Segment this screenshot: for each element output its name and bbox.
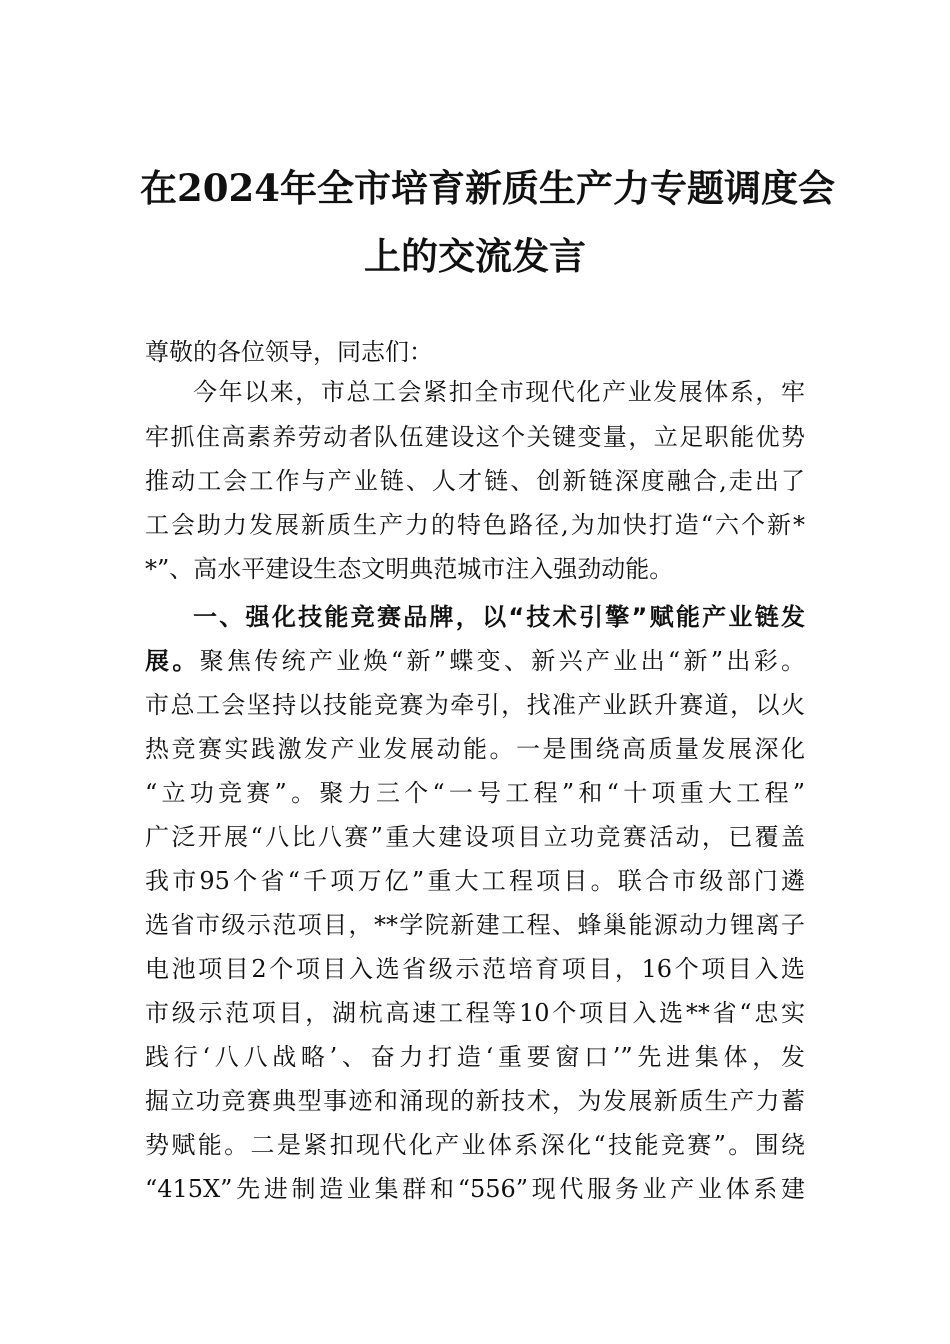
paragraph-1-line: 牢抓住高素养劳动者队伍建设这个关键变量，立足职能优势: [145, 423, 805, 451]
section-1-line: 市级示范项目，湖杭高速工程等10个项目入选**省“忠实: [145, 999, 805, 1027]
section-1-heading: 一、强化技能竞赛品牌，以“技术引擎”赋能产业链发: [193, 603, 805, 631]
section-1-heading-end: 展。: [145, 647, 200, 675]
paragraph-1-line: *”、高水平建设生态文明典范城市注入强劲动能。: [145, 555, 674, 583]
section-1-line: 广泛开展“八比八赛”重大建设项目立功竞赛活动，已覆盖: [145, 823, 805, 851]
salutation: 尊敬的各位领导，同志们：: [145, 338, 433, 366]
section-1-heading-line: [193, 601, 805, 633]
document-title-line-1: 在2024年全市培育新质生产力专题调度会: [140, 166, 835, 210]
paragraph-1-line: 今年以来，市总工会紧扣全市现代化产业发展体系，牢: [193, 378, 805, 406]
section-1-line: 电池项目2个项目入选省级示范培育项目，16个项目入选: [145, 955, 805, 983]
section-1-line-text: 聚焦传统产业焕“新”蝶变、新兴产业出“新”出彩。: [199, 647, 806, 675]
document-title-line-2: 上的交流发言: [364, 234, 586, 278]
section-1-line: 掘立功竞赛典型事迹和涌现的新技术，为发展新质生产力蓄: [145, 1087, 805, 1115]
section-1-line: 选省市级示范项目，**学院新建工程、蜂巢能源动力锂离子: [145, 911, 805, 939]
section-1-line: 我市95个省“千项万亿”重大工程项目。联合市级部门遴: [145, 867, 805, 895]
section-1-line: 热竞赛实践激发产业发展动能。一是围绕高质量发展深化: [145, 735, 805, 763]
section-1-line: “立功竞赛”。聚力三个“一号工程”和“十项重大工程”: [145, 779, 805, 807]
section-1-line: 践行‘八八战略’、奋力打造‘重要窗口’”先进集体，发: [145, 1043, 805, 1071]
section-1-line: “415X”先进制造业集群和“556”现代服务业产业体系建: [145, 1175, 805, 1203]
section-1-line: 市总工会坚持以技能竞赛为牵引，找准产业跃升赛道，以火: [145, 691, 805, 719]
section-1-line: 势赋能。二是紧扣现代化产业体系深化“技能竞赛”。围绕: [145, 1131, 805, 1159]
section-1-line: [145, 645, 805, 677]
paragraph-1-line: 推动工会工作与产业链、人才链、创新链深度融合,走出了: [145, 467, 805, 495]
paragraph-1-line: 工会助力发展新质生产力的特色路径,为加快打造“六个新*: [145, 511, 805, 539]
